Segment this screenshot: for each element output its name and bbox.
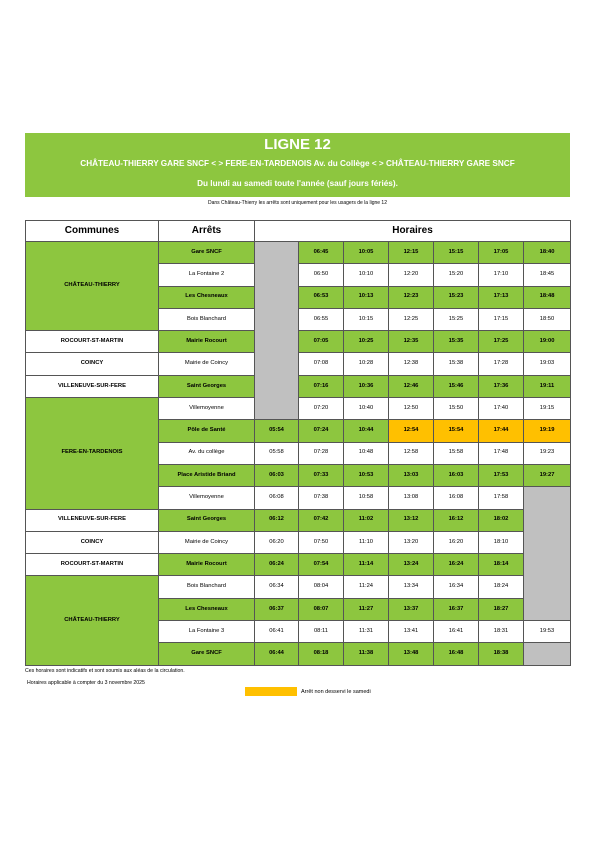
time-cell: 17:36 (479, 375, 524, 397)
table-row (26, 554, 571, 576)
time-cell: 13:20 (389, 531, 434, 553)
time-cell: 06:20 (255, 531, 299, 553)
time-cell: 11:02 (344, 509, 389, 531)
validity-note: Horaires applicable à compter du 3 novembre 2025 (27, 680, 145, 686)
time-cell: 13:48 (389, 643, 434, 665)
time-cell: 13:08 (389, 487, 434, 509)
time-cell: 15:54 (434, 420, 479, 442)
time-cell: 18:24 (479, 576, 524, 598)
stop-cell: Av. du collège (159, 442, 255, 464)
time-cell: 12:15 (389, 242, 434, 264)
time-cell: 17:53 (479, 464, 524, 486)
time-cell: 19:19 (524, 420, 571, 442)
stop-cell: Villemoyenne (159, 398, 255, 420)
commune-cell: FERE-EN-TARDENOIS (26, 398, 159, 509)
time-cell: 15:46 (434, 375, 479, 397)
route-subtitle: CHÂTEAU-THIERRY GARE SNCF < > FERE-EN-TARDENOIS Av. du Collège < > CHÂTEAU-THIERRY GARE SNCF (80, 159, 515, 168)
time-cell: 10:44 (344, 420, 389, 442)
column-header-arrets: Arrêts (159, 221, 255, 242)
time-cell: 11:10 (344, 531, 389, 553)
table-row (26, 398, 571, 420)
commune-cell: CHÂTEAU-THIERRY (26, 242, 159, 331)
time-cell: 19:03 (524, 353, 571, 375)
stop-cell: La Fontaine 3 (159, 621, 255, 643)
time-cell: 19:23 (524, 442, 571, 464)
time-cell: 08:11 (299, 621, 344, 643)
commune-cell: VILLENEUVE-SUR-FERE (26, 509, 159, 531)
time-cell: 16:20 (434, 531, 479, 553)
stop-cell: Pôle de Santé (159, 420, 255, 442)
stop-cell: Mairie de Coincy (159, 531, 255, 553)
time-cell: 10:53 (344, 464, 389, 486)
column-header-horaires: Horaires (255, 221, 571, 242)
line-header (25, 133, 570, 197)
time-cell: 13:37 (389, 598, 434, 620)
time-cell: 19:53 (524, 621, 571, 643)
time-cell: 06:37 (255, 598, 299, 620)
time-cell: 10:10 (344, 264, 389, 286)
stop-cell: Saint Georges (159, 509, 255, 531)
time-cell: 07:42 (299, 509, 344, 531)
commune-cell: COINCY (26, 531, 159, 553)
time-cell: 16:41 (434, 621, 479, 643)
stop-cell: Villemoyenne (159, 487, 255, 509)
time-cell: 12:38 (389, 353, 434, 375)
time-cell: 17:48 (479, 442, 524, 464)
time-cell: 08:04 (299, 576, 344, 598)
time-cell: 08:18 (299, 643, 344, 665)
time-cell: 16:03 (434, 464, 479, 486)
time-cell: 16:37 (434, 598, 479, 620)
time-cell: 13:24 (389, 554, 434, 576)
stop-cell: Les Chesneaux (159, 286, 255, 308)
time-cell: 15:23 (434, 286, 479, 308)
time-cell: 17:40 (479, 398, 524, 420)
time-cell: 10:40 (344, 398, 389, 420)
time-cell: 19:15 (524, 398, 571, 420)
time-cell: 11:38 (344, 643, 389, 665)
time-cell: 17:10 (479, 264, 524, 286)
table-row (26, 531, 571, 553)
time-cell: 18:02 (479, 509, 524, 531)
commune-cell: COINCY (26, 353, 159, 375)
time-cell: 06:34 (255, 576, 299, 598)
header-row (26, 221, 571, 242)
time-cell: 13:34 (389, 576, 434, 598)
table-row (26, 576, 571, 598)
time-cell: 19:11 (524, 375, 571, 397)
stop-cell: Place Aristide Briand (159, 464, 255, 486)
stop-cell: Mairie Rocourt (159, 554, 255, 576)
time-cell: 07:24 (299, 420, 344, 442)
no-service-cell (524, 487, 571, 621)
time-cell: 18:10 (479, 531, 524, 553)
time-cell: 05:54 (255, 420, 299, 442)
time-cell: 07:20 (299, 398, 344, 420)
time-cell: 06:08 (255, 487, 299, 509)
time-cell: 10:28 (344, 353, 389, 375)
time-cell: 07:33 (299, 464, 344, 486)
timetable (25, 220, 571, 666)
column-header-communes: Communes (26, 221, 159, 242)
time-cell: 07:05 (299, 331, 344, 353)
time-cell: 10:36 (344, 375, 389, 397)
stop-cell: Bois Blanchard (159, 308, 255, 330)
time-cell: 17:58 (479, 487, 524, 509)
time-cell: 06:03 (255, 464, 299, 486)
time-cell: 10:05 (344, 242, 389, 264)
commune-cell: ROCOURT-ST-MARTIN (26, 331, 159, 353)
time-cell: 07:38 (299, 487, 344, 509)
time-cell: 12:25 (389, 308, 434, 330)
time-cell: 16:24 (434, 554, 479, 576)
stop-cell: Mairie de Coincy (159, 353, 255, 375)
stop-cell: Les Chesneaux (159, 598, 255, 620)
disclaimer-note: Ces horaires sont indicatifs et sont soumis aux aléas de la circulation. (25, 668, 185, 674)
time-cell: 10:58 (344, 487, 389, 509)
time-cell: 18:31 (479, 621, 524, 643)
time-cell: 07:16 (299, 375, 344, 397)
time-cell: 12:58 (389, 442, 434, 464)
time-cell: 17:13 (479, 286, 524, 308)
time-cell: 05:58 (255, 442, 299, 464)
table-row (26, 331, 571, 353)
time-cell: 13:03 (389, 464, 434, 486)
stop-cell: Mairie Rocourt (159, 331, 255, 353)
table-row (26, 375, 571, 397)
time-cell: 15:15 (434, 242, 479, 264)
time-cell: 13:12 (389, 509, 434, 531)
time-cell: 15:25 (434, 308, 479, 330)
no-service-cell (255, 242, 299, 420)
time-cell: 16:34 (434, 576, 479, 598)
time-cell: 15:50 (434, 398, 479, 420)
time-cell: 07:08 (299, 353, 344, 375)
time-cell: 17:25 (479, 331, 524, 353)
time-cell: 06:55 (299, 308, 344, 330)
time-cell: 12:46 (389, 375, 434, 397)
time-cell: 19:00 (524, 331, 571, 353)
time-cell: 06:45 (299, 242, 344, 264)
time-cell: 11:31 (344, 621, 389, 643)
line-title: LIGNE 12 (264, 136, 331, 153)
time-cell: 07:54 (299, 554, 344, 576)
time-cell: 18:50 (524, 308, 571, 330)
time-cell: 17:28 (479, 353, 524, 375)
commune-cell: CHÂTEAU-THIERRY (26, 576, 159, 665)
time-cell: 16:08 (434, 487, 479, 509)
time-cell: 10:13 (344, 286, 389, 308)
time-cell: 12:23 (389, 286, 434, 308)
time-cell: 06:53 (299, 286, 344, 308)
stop-cell: Gare SNCF (159, 643, 255, 665)
service-days: Du lundi au samedi toute l'année (sauf jours fériés). (197, 179, 398, 188)
stop-cell: La Fontaine 2 (159, 264, 255, 286)
time-cell: 17:15 (479, 308, 524, 330)
stop-cell: Gare SNCF (159, 242, 255, 264)
time-cell: 16:48 (434, 643, 479, 665)
commune-cell: ROCOURT-ST-MARTIN (26, 554, 159, 576)
time-cell: 08:07 (299, 598, 344, 620)
time-cell: 17:05 (479, 242, 524, 264)
time-cell: 18:27 (479, 598, 524, 620)
commune-cell: VILLENEUVE-SUR-FERE (26, 375, 159, 397)
legend-label: Arrêt non desservi le samedi (301, 689, 371, 695)
time-cell: 17:44 (479, 420, 524, 442)
time-cell: 18:14 (479, 554, 524, 576)
time-cell: 07:50 (299, 531, 344, 553)
time-cell: 15:20 (434, 264, 479, 286)
time-cell: 06:12 (255, 509, 299, 531)
time-cell: 11:27 (344, 598, 389, 620)
time-cell: 06:44 (255, 643, 299, 665)
time-cell: 18:38 (479, 643, 524, 665)
time-cell: 12:50 (389, 398, 434, 420)
time-cell (524, 643, 571, 665)
time-cell: 18:45 (524, 264, 571, 286)
usage-note: Dans Château-Thierry les arrêts sont uniquement pour les usagers de la ligne 12 (208, 200, 387, 206)
table-row (26, 509, 571, 531)
time-cell: 12:35 (389, 331, 434, 353)
time-cell: 07:28 (299, 442, 344, 464)
time-cell: 06:41 (255, 621, 299, 643)
time-cell: 12:54 (389, 420, 434, 442)
time-cell: 15:38 (434, 353, 479, 375)
time-cell: 10:15 (344, 308, 389, 330)
table-row (26, 242, 571, 264)
time-cell: 15:35 (434, 331, 479, 353)
legend-swatch (245, 687, 297, 696)
time-cell: 13:41 (389, 621, 434, 643)
time-cell: 18:48 (524, 286, 571, 308)
time-cell: 15:58 (434, 442, 479, 464)
time-cell: 19:27 (524, 464, 571, 486)
stop-cell: Saint Georges (159, 375, 255, 397)
time-cell: 12:20 (389, 264, 434, 286)
time-cell: 10:25 (344, 331, 389, 353)
time-cell: 16:12 (434, 509, 479, 531)
stop-cell: Bois Blanchard (159, 576, 255, 598)
time-cell: 11:24 (344, 576, 389, 598)
time-cell: 10:48 (344, 442, 389, 464)
time-cell: 06:24 (255, 554, 299, 576)
table-row (26, 353, 571, 375)
time-cell: 11:14 (344, 554, 389, 576)
time-cell: 06:50 (299, 264, 344, 286)
time-cell: 18:40 (524, 242, 571, 264)
